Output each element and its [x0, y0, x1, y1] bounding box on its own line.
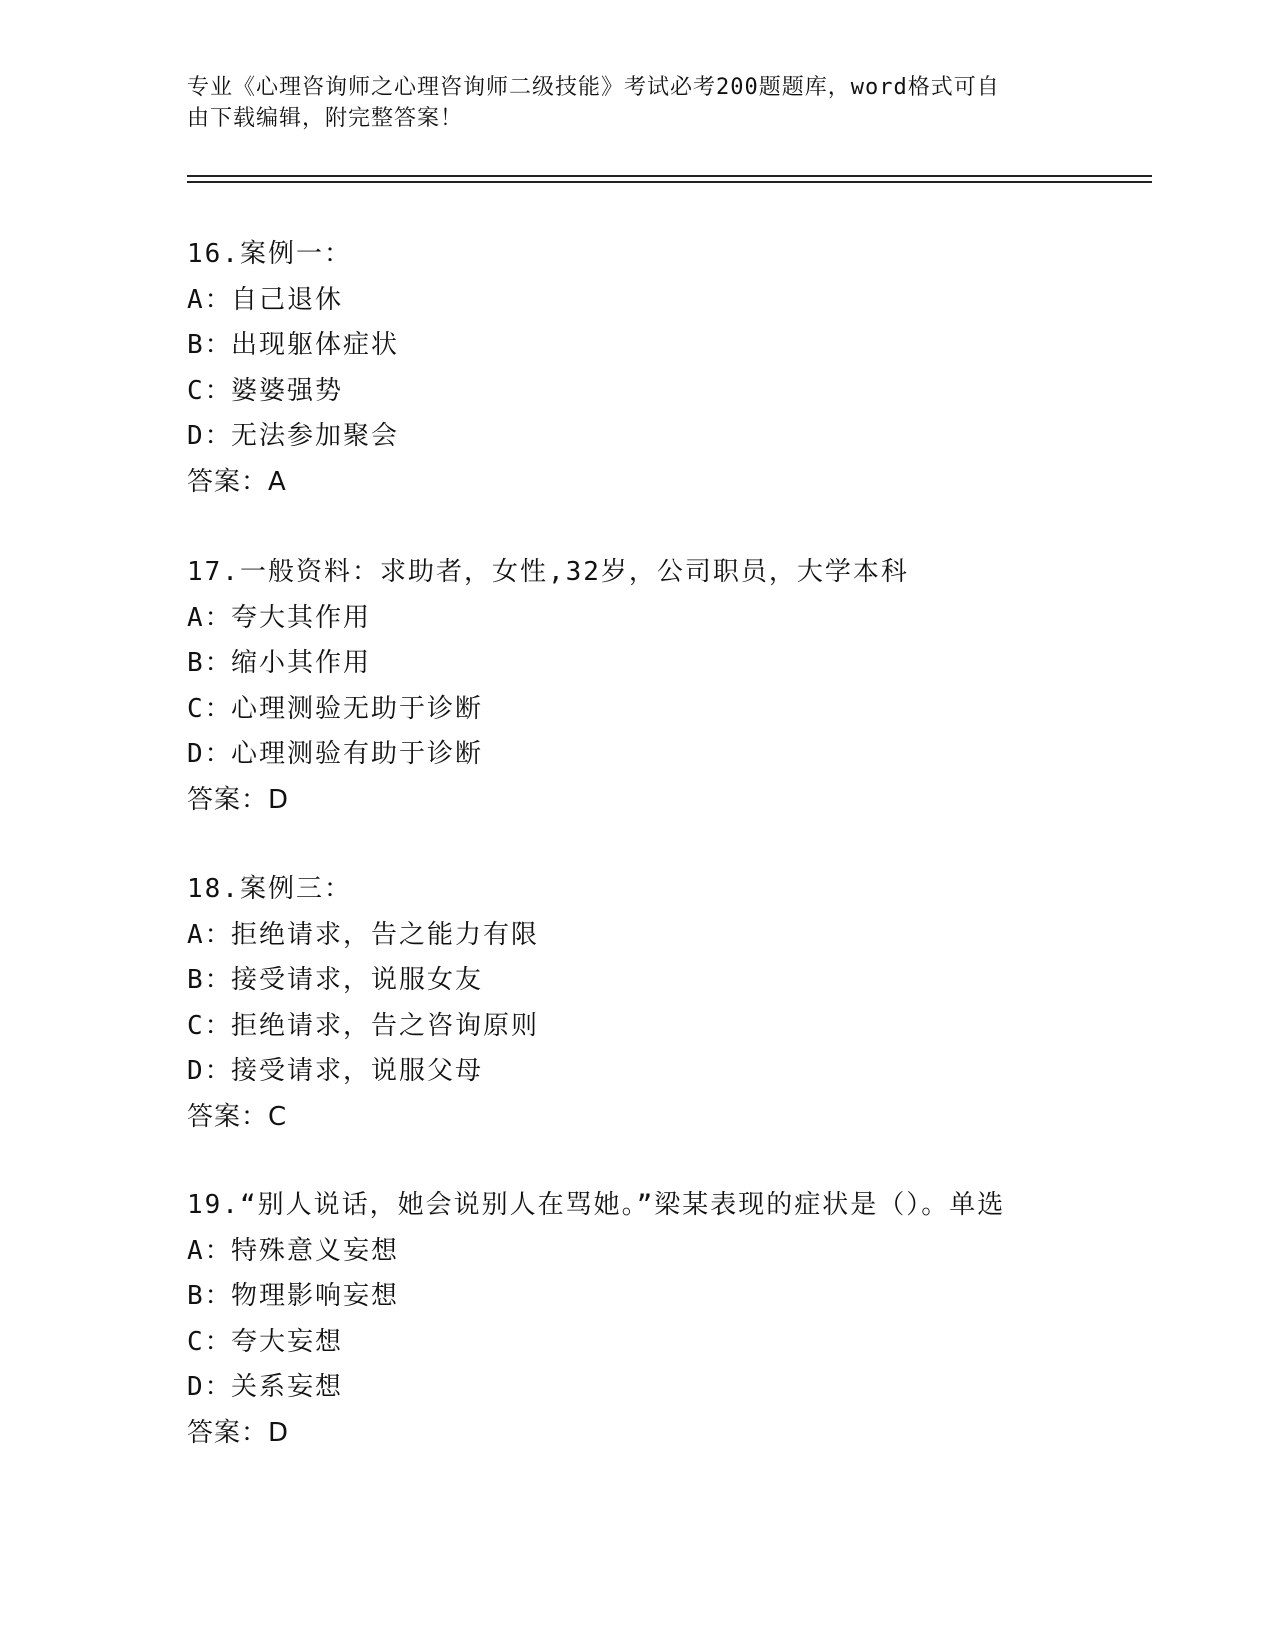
question-19: [187, 1183, 1147, 1457]
option-b: B：接受请求，说服女友: [187, 965, 484, 996]
option-b: B：缩小其作用: [187, 648, 372, 679]
option-d: D：接受请求，说服父母: [187, 1056, 484, 1087]
option-a: A：自己退休: [187, 284, 344, 315]
option-b: B：出现躯体症状: [187, 330, 400, 361]
option-c: C：夸大妄想: [187, 1326, 344, 1357]
header-line-2: 由下载编辑，附完整答案！: [187, 106, 464, 131]
answer-line: 答案：C: [187, 1101, 288, 1132]
question-16: [187, 232, 1147, 506]
question-18: [187, 867, 1147, 1141]
option-c: C：拒绝请求，告之咨询原则: [187, 1010, 540, 1041]
question-stem: 17.一般资料：求助者，女性,32岁，公司职员，大学本科: [187, 557, 909, 587]
answer-line: 答案：A: [187, 466, 287, 497]
option-a: A：夸大其作用: [187, 602, 372, 633]
option-d: D：关系妄想: [187, 1372, 344, 1403]
answer-line: 答案：D: [187, 784, 290, 815]
header-divider-bottom: [187, 181, 1152, 183]
header-divider-top: [187, 175, 1152, 177]
option-a: A：拒绝请求，告之能力有限: [187, 919, 540, 950]
header-line-1: 专业《心理咨询师之心理咨询师二级技能》考试必考200题题库，word格式可自: [187, 75, 1000, 100]
option-a: A：特殊意义妄想: [187, 1235, 400, 1266]
option-d: D：心理测验有助于诊断: [187, 739, 484, 770]
question-stem: 19.“别人说话，她会说别人在骂她。”梁某表现的症状是（）。单选: [187, 1190, 1006, 1220]
document-header: [187, 72, 1067, 134]
option-b: B：物理影响妄想: [187, 1281, 400, 1312]
question-stem: 16.案例一：: [187, 239, 352, 269]
option-d: D：无法参加聚会: [187, 421, 400, 452]
question-stem: 18.案例三：: [187, 874, 352, 904]
question-17: [187, 550, 1147, 824]
answer-line: 答案：D: [187, 1417, 290, 1448]
option-c: C：心理测验无助于诊断: [187, 693, 484, 724]
option-c: C：婆婆强势: [187, 375, 344, 406]
